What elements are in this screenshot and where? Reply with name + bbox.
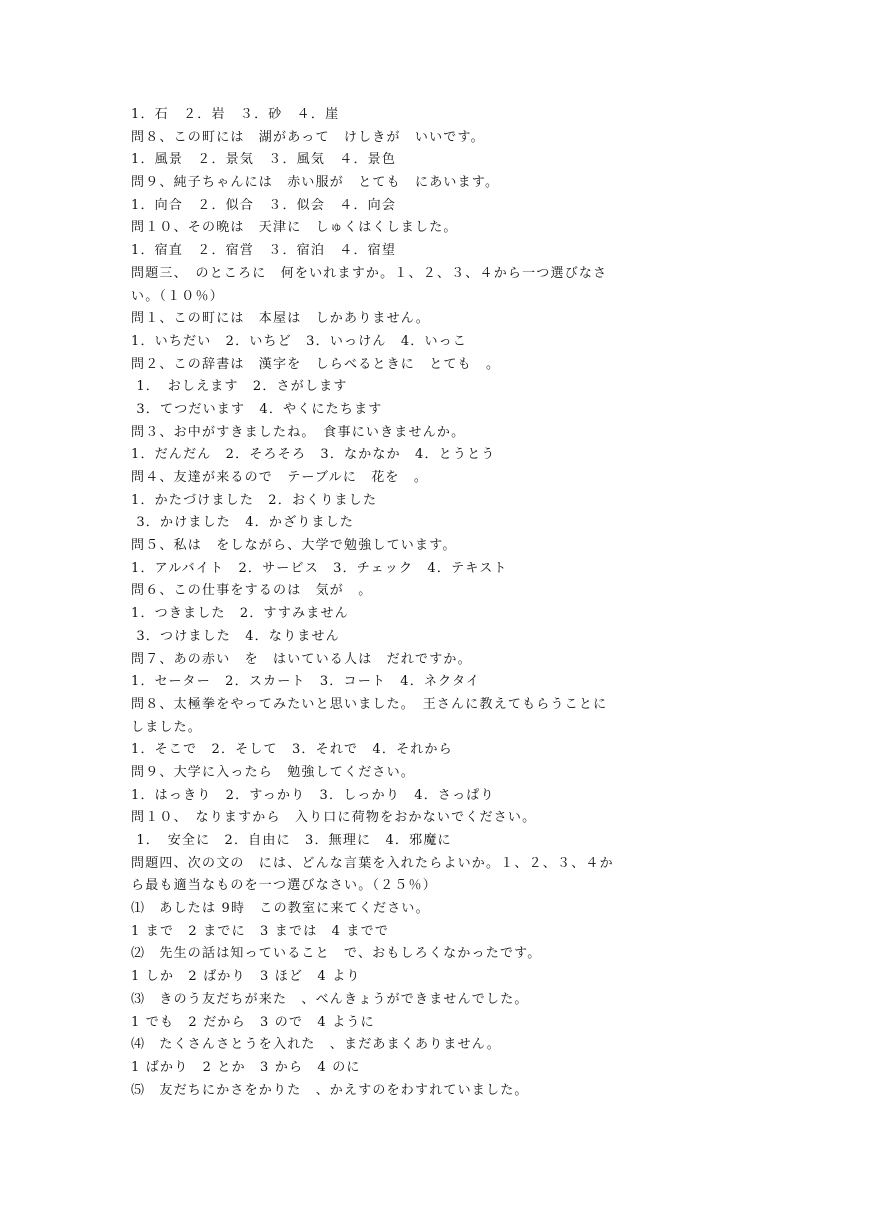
text-line: 問題四、次の文の には、どんな言葉を入れたらよいか。１、２、３、４か — [131, 855, 614, 871]
text-line: 1．風景 ２．景気 ３．風気 ４．景色 — [131, 152, 397, 168]
text-line: 1 でも 2 だから 3 ので 4 ように — [131, 1014, 375, 1030]
text-line: 問５、私は をしながら、大学で勉強しています。 — [131, 538, 457, 554]
document-body — [131, 104, 691, 1102]
text-line: 1．つきました 2．すすみません — [131, 606, 349, 622]
text-line: 問題三、 のところに 何をいれますか。１、２、３、４から一つ選びなさ — [131, 265, 608, 281]
text-line: 問９、大学に入ったら 勉強してください。 — [131, 764, 416, 780]
text-line: ⑵ 先生の話は知っていること で、おもしろくなかったです。 — [131, 946, 542, 962]
text-line: 問１０、その晩は 天津に しゅくはくしました。 — [131, 220, 458, 236]
text-line: 1． おしえます 2．さがします — [131, 379, 348, 395]
text-line: 問１、この町には 本屋は しかありません。 — [131, 311, 430, 327]
text-line: 1．いちだい 2．いちど 3．いっけん 4．いっこ — [131, 333, 468, 349]
text-line: ⑷ たくさんさとうを入れた 、まだあまくありません。 — [131, 1037, 501, 1053]
text-line: 1 ばかり 2 とか 3 から 4 のに — [131, 1059, 361, 1075]
text-line: 1． 安全に 2．自由に 3．無理に 4．邪魔に — [131, 833, 452, 848]
text-line: ⑴ あしたは 9時 この教室に来てください。 — [131, 901, 430, 917]
text-line: 1．アルバイト 2．サービス 3．チェック 4．テキスト — [131, 560, 508, 576]
text-line: 3．かけました 4．かざりました — [131, 515, 355, 531]
text-line: 問６、この仕事をするのは 気が 。 — [131, 583, 373, 599]
text-line: 問９、純子ちゃんには 赤い服が とても にあいます。 — [131, 175, 500, 191]
text-line: ら最も適当なものを一つ選びなさい。（２５％） — [131, 878, 437, 894]
text-line: 1．石 ２．岩 ３．砂 ４．崖 — [131, 107, 340, 122]
text-line: 問１０、 なりますから 入り口に荷物をおかないでください。 — [131, 810, 537, 826]
text-line: 問３、お中がすきましたね。 食事にいきませんか。 — [131, 424, 466, 440]
text-line: 3．つけました 4．なりません — [131, 628, 340, 644]
text-line: 1 まで 2 までに 3 までは 4 までで — [131, 923, 390, 939]
text-line: 問２、この辞書は 漢字を しらべるときに とても 。 — [131, 356, 501, 372]
text-line: 3．てつだいます 4．やくにたちます — [131, 401, 383, 417]
text-line: 問８、この町には 湖があって けしきが いいです。 — [131, 129, 485, 145]
text-line: 1 しか 2 ばかり 3 ほど 4 より — [131, 969, 361, 985]
text-line: 1．かたづけました 2．おくりました — [131, 492, 378, 508]
text-line: 問４、友達が来るので テーブルに 花を 。 — [131, 470, 429, 485]
text-line: い。（１０％） — [131, 288, 224, 304]
text-line: 1．そこで 2．そして 3．それで 4．それから — [131, 742, 453, 758]
text-line: 問７、あの赤い を はいている人は だれですか。 — [131, 651, 472, 667]
text-line: しました。 — [131, 719, 203, 735]
text-line: 問８、太極拳をやってみたいと思いました。 王さんに教えてもらうことに — [131, 696, 608, 712]
text-line: 1．セーター 2．スカート 3．コート 4．ネクタイ — [131, 674, 481, 690]
text-line: 1．向合 ２．似合 ３．似会 ４．向会 — [131, 197, 397, 213]
text-line: ⑶ きのう友だちが来た 、べんきょうができませんでした。 — [131, 991, 529, 1007]
text-line: 1．宿直 ２．宿営 ３．宿泊 ４．宿望 — [131, 243, 397, 259]
text-line: 1．だんだん 2．そろそろ 3．なかなか 4．とうとう — [131, 447, 496, 463]
text-line: ⑸ 友だちにかさをかりた 、かえすのをわすれていました。 — [131, 1082, 529, 1098]
text-line: 1．はっきり 2．すっかり 3．しっかり 4．さっぱり — [131, 787, 495, 803]
